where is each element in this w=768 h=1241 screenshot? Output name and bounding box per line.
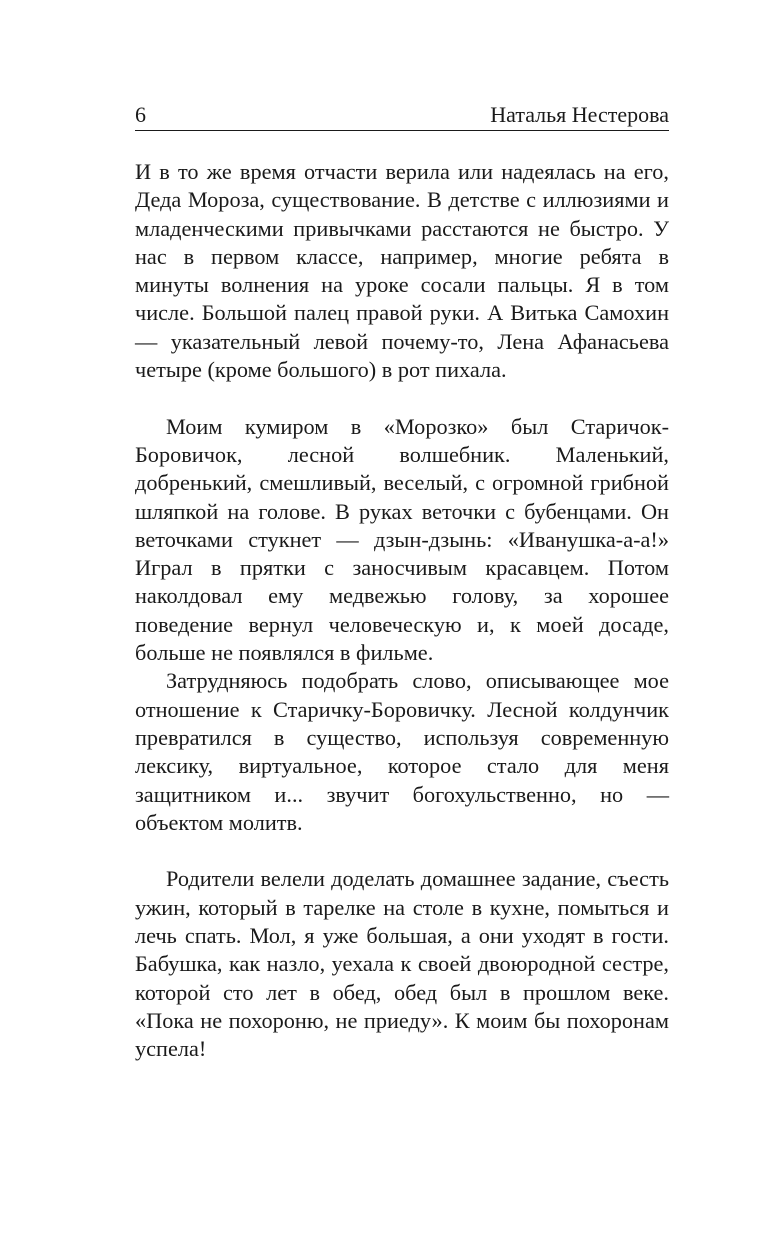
paragraph: И в то же время отчасти верила или надеялась на его, Деда Мороза, существование. В детстве с иллюзиями и младенческими привычками расстаются не быстро. У нас в первом классе, например, многие ребята в минуты волнения на уроке сосали пальцы. Я в том числе. Большой палец правой руки. А Витька Самохин — указательный левой почему-то, Лена Афанасьева четыре (кроме большого) в рот пихала. [135, 159, 669, 383]
page-number: 6 [135, 102, 146, 127]
paragraph: Родители велели доделать домашнее задание, съесть ужин, который в тарелке на столе в кухне, помыться и лечь спать. Мол, я уже большая, а они уходят в гости. Бабушка, как назло, уехала к своей двоюродной сестре, которой сто лет в обед, обед был в прошлом веке. «Пока не похороню, не приеду». К моим бы похоронам успела! [135, 866, 669, 1062]
body-text [135, 158, 669, 1064]
paragraph: Моим кумиром в «Морозко» был Старичок-Боровичок, лесной волшебник. Маленький, добренький, смешливый, веселый, с огромной грибной шляпкой на голове. В руках веточки с бубенцами. Он веточками стукнет — дзын-дзынь: «Иванушка-а-а!» Играл в прятки с заносчивым красавцем. Потом наколдовал ему медвежью голову, за хорошее поведение вернул человеческую и, к моей досаде, больше не появлялся в фильме. [135, 413, 669, 666]
paragraph: Затрудняюсь подобрать слово, описывающее мое отношение к Старичку-Боровичку. Лесной колдунчик превратился в существо, используя современную лексику, виртуальное, которое стало для меня защитником и... звучит богохульственно, но — объектом молитв. [135, 668, 669, 835]
running-header [135, 100, 669, 131]
running-title: Наталья Нестерова [490, 102, 669, 127]
